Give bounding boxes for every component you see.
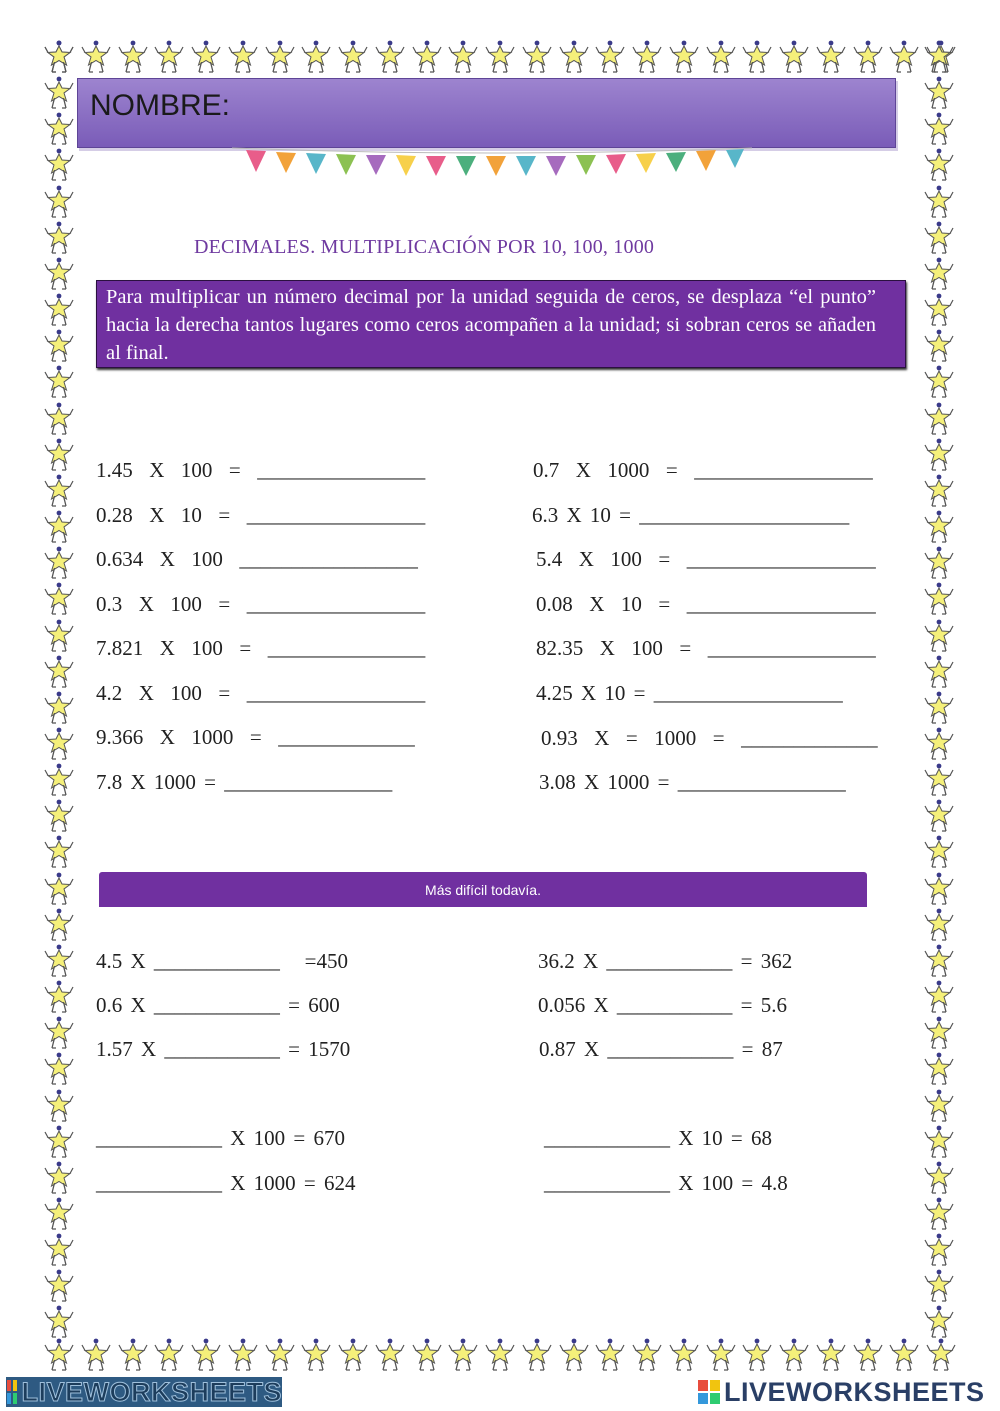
missing-right-2[interactable]: ____________ X 100 = 4.8 (544, 1171, 788, 1195)
star-person-icon (375, 1338, 405, 1372)
star-person-icon (338, 40, 368, 74)
star-person-icon (924, 799, 954, 833)
star-person-icon (924, 1305, 954, 1339)
star-person-icon (924, 1089, 954, 1123)
star-person-icon (924, 980, 954, 1014)
exercise-right-4[interactable]: 0.08 X 10 = __________________ (536, 592, 876, 616)
star-person-icon (926, 1338, 956, 1372)
harder-section-header (99, 872, 867, 907)
exercise-right-8[interactable]: 3.08 X 1000 = ________________ (539, 770, 846, 794)
exercise-right-1[interactable]: 0.7 X 1000 = _________________ (533, 458, 873, 482)
star-person-icon (44, 1089, 74, 1123)
star-person-icon (924, 402, 954, 436)
star-person-icon (44, 1197, 74, 1231)
star-person-icon (412, 1338, 442, 1372)
star-person-icon (191, 40, 221, 74)
star-person-icon (448, 40, 478, 74)
star-person-icon (44, 1016, 74, 1050)
star-person-icon (44, 402, 74, 436)
star-person-icon (595, 1338, 625, 1372)
star-person-icon (338, 1338, 368, 1372)
star-person-icon (924, 112, 954, 146)
harder-right-1[interactable]: 36.2 X ____________ = 362 (538, 949, 793, 973)
exercise-left-2[interactable]: 0.28 X 10 = _________________ (96, 503, 426, 527)
star-person-icon (706, 40, 736, 74)
star-person-icon (118, 1338, 148, 1372)
star-person-icon (44, 510, 74, 544)
harder-right-3[interactable]: 0.87 X ____________ = 87 (539, 1037, 783, 1061)
bunting-decoration (232, 146, 752, 176)
star-person-icon (924, 1161, 954, 1195)
star-person-icon (924, 872, 954, 906)
liveworksheets-logo-icon (697, 1379, 721, 1405)
missing-left-2[interactable]: ____________ X 1000 = 624 (96, 1171, 356, 1195)
star-person-icon (924, 40, 954, 74)
star-border-right (924, 40, 960, 1340)
star-person-icon (44, 944, 74, 978)
star-person-icon (924, 727, 954, 761)
star-person-icon (44, 980, 74, 1014)
star-person-icon (44, 619, 74, 653)
name-label: NOMBRE: (90, 89, 231, 122)
name-banner (77, 78, 896, 148)
exercise-right-6[interactable]: 4.25 X 10 = __________________ (536, 681, 843, 705)
star-person-icon (448, 1338, 478, 1372)
star-person-icon (44, 293, 74, 327)
star-person-icon (265, 1338, 295, 1372)
star-person-icon (44, 148, 74, 182)
star-person-icon (44, 438, 74, 472)
star-person-icon (44, 76, 74, 110)
worksheet-title: DECIMALES. MULTIPLICACIÓN POR 10, 100, 1000 (194, 236, 655, 258)
star-person-icon (44, 655, 74, 689)
footer-brand-right (697, 1377, 985, 1407)
star-person-icon (924, 148, 954, 182)
brand-text-left: LIVEWORKSHEETS (21, 1377, 282, 1407)
star-person-icon (924, 763, 954, 797)
star-person-icon (559, 40, 589, 74)
star-person-icon (522, 40, 552, 74)
star-person-icon (44, 1305, 74, 1339)
star-border-bottom (44, 1338, 956, 1374)
star-person-icon (669, 1338, 699, 1372)
harder-section-label: Más difícil todavía. (425, 881, 541, 898)
star-person-icon (44, 1233, 74, 1267)
star-person-icon (742, 40, 772, 74)
star-person-icon (924, 365, 954, 399)
footer-brand-left (6, 1377, 282, 1407)
star-person-icon (779, 1338, 809, 1372)
star-person-icon (81, 1338, 111, 1372)
star-person-icon (44, 221, 74, 255)
star-person-icon (154, 40, 184, 74)
star-person-icon (44, 474, 74, 508)
rule-text: Para multiplicar un número decimal por la unidad seguida de ceros, se desplaza “el punto” hacia la derecha tantos lugares como ceros acompañen a la unidad; si sobran ceros se añaden al final. (106, 286, 876, 364)
star-person-icon (924, 1269, 954, 1303)
star-person-icon (44, 329, 74, 363)
star-person-icon (44, 546, 74, 580)
star-person-icon (669, 40, 699, 74)
star-person-icon (853, 40, 883, 74)
star-person-icon (924, 293, 954, 327)
brand-text-right: LIVEWORKSHEETS (724, 1377, 985, 1407)
exercise-left-7[interactable]: 9.366 X 1000 = _____________ (96, 725, 415, 749)
star-person-icon (924, 257, 954, 291)
star-person-icon (889, 1338, 919, 1372)
star-person-icon (706, 1338, 736, 1372)
star-person-icon (44, 799, 74, 833)
harder-left-1[interactable]: 4.5 X ____________ =450 (96, 949, 349, 973)
star-person-icon (44, 365, 74, 399)
star-person-icon (44, 763, 74, 797)
star-person-icon (301, 1338, 331, 1372)
star-person-icon (44, 872, 74, 906)
star-person-icon (924, 474, 954, 508)
star-person-icon (924, 185, 954, 219)
star-person-icon (816, 1338, 846, 1372)
star-person-icon (924, 1197, 954, 1231)
star-person-icon (924, 329, 954, 363)
missing-right-1[interactable]: ____________ X 10 = 68 (544, 1126, 773, 1150)
star-person-icon (44, 1052, 74, 1086)
star-person-icon (44, 1161, 74, 1195)
exercise-left-4[interactable]: 0.3 X 100 = _________________ (96, 592, 426, 616)
missing-left-1[interactable]: ____________ X 100 = 670 (96, 1126, 346, 1150)
exercise-right-2[interactable]: 6.3 X 10 = ____________________ (532, 503, 850, 527)
star-person-icon (924, 221, 954, 255)
star-person-icon (44, 908, 74, 942)
star-person-icon (191, 1338, 221, 1372)
star-person-icon (81, 40, 111, 74)
star-person-icon (485, 40, 515, 74)
star-person-icon (924, 691, 954, 725)
star-person-icon (559, 1338, 589, 1372)
star-person-icon (154, 1338, 184, 1372)
star-person-icon (44, 727, 74, 761)
harder-right-2[interactable]: 0.056 X ___________ = 5.6 (538, 993, 788, 1017)
star-person-icon (375, 40, 405, 74)
star-person-icon (853, 1338, 883, 1372)
star-person-icon (742, 1338, 772, 1372)
star-person-icon (924, 835, 954, 869)
star-person-icon (924, 1052, 954, 1086)
exercise-left-3[interactable]: 0.634 X 100 _________________ (96, 547, 418, 571)
star-person-icon (412, 40, 442, 74)
harder-left-3[interactable]: 1.57 X ___________ = 1570 (96, 1037, 351, 1061)
liveworksheets-logo-icon (6, 1379, 18, 1405)
star-person-icon (44, 185, 74, 219)
star-border-left (44, 40, 80, 1340)
star-person-icon (924, 438, 954, 472)
star-person-icon (522, 1338, 552, 1372)
star-person-icon (632, 40, 662, 74)
star-person-icon (924, 1233, 954, 1267)
star-person-icon (44, 40, 74, 74)
exercise-left-8[interactable]: 7.8 X 1000 = ________________ (96, 770, 393, 794)
star-person-icon (924, 655, 954, 689)
star-person-icon (632, 1338, 662, 1372)
exercise-left-5[interactable]: 7.821 X 100 = _______________ (96, 636, 426, 660)
star-person-icon (924, 908, 954, 942)
star-person-icon (301, 40, 331, 74)
exercise-left-6[interactable]: 4.2 X 100 = _________________ (96, 681, 426, 705)
exercise-left-1[interactable]: 1.45 X 100 = ________________ (96, 458, 426, 482)
star-person-icon (44, 1269, 74, 1303)
harder-left-2[interactable]: 0.6 X ____________ = 600 (96, 993, 340, 1017)
star-person-icon (924, 546, 954, 580)
star-person-icon (924, 510, 954, 544)
star-person-icon (924, 76, 954, 110)
star-person-icon (924, 1125, 954, 1159)
rule-explanation-box (96, 280, 906, 368)
star-person-icon (924, 1016, 954, 1050)
star-person-icon (779, 40, 809, 74)
star-person-icon (924, 944, 954, 978)
star-person-icon (44, 835, 74, 869)
exercise-right-3[interactable]: 5.4 X 100 = __________________ (536, 547, 876, 571)
star-person-icon (44, 112, 74, 146)
star-person-icon (924, 619, 954, 653)
star-person-icon (228, 1338, 258, 1372)
star-person-icon (44, 1338, 74, 1372)
exercise-right-7[interactable]: 0.93 X = 1000 = _____________ (541, 726, 878, 750)
star-person-icon (595, 40, 625, 74)
star-person-icon (44, 582, 74, 616)
star-person-icon (44, 1125, 74, 1159)
star-person-icon (816, 40, 846, 74)
exercise-right-5[interactable]: 82.35 X 100 = ________________ (536, 636, 876, 660)
star-person-icon (44, 691, 74, 725)
star-person-icon (44, 257, 74, 291)
star-person-icon (485, 1338, 515, 1372)
star-person-icon (889, 40, 919, 74)
star-border-top (44, 40, 956, 76)
star-person-icon (924, 582, 954, 616)
star-person-icon (228, 40, 258, 74)
star-person-icon (118, 40, 148, 74)
star-person-icon (265, 40, 295, 74)
